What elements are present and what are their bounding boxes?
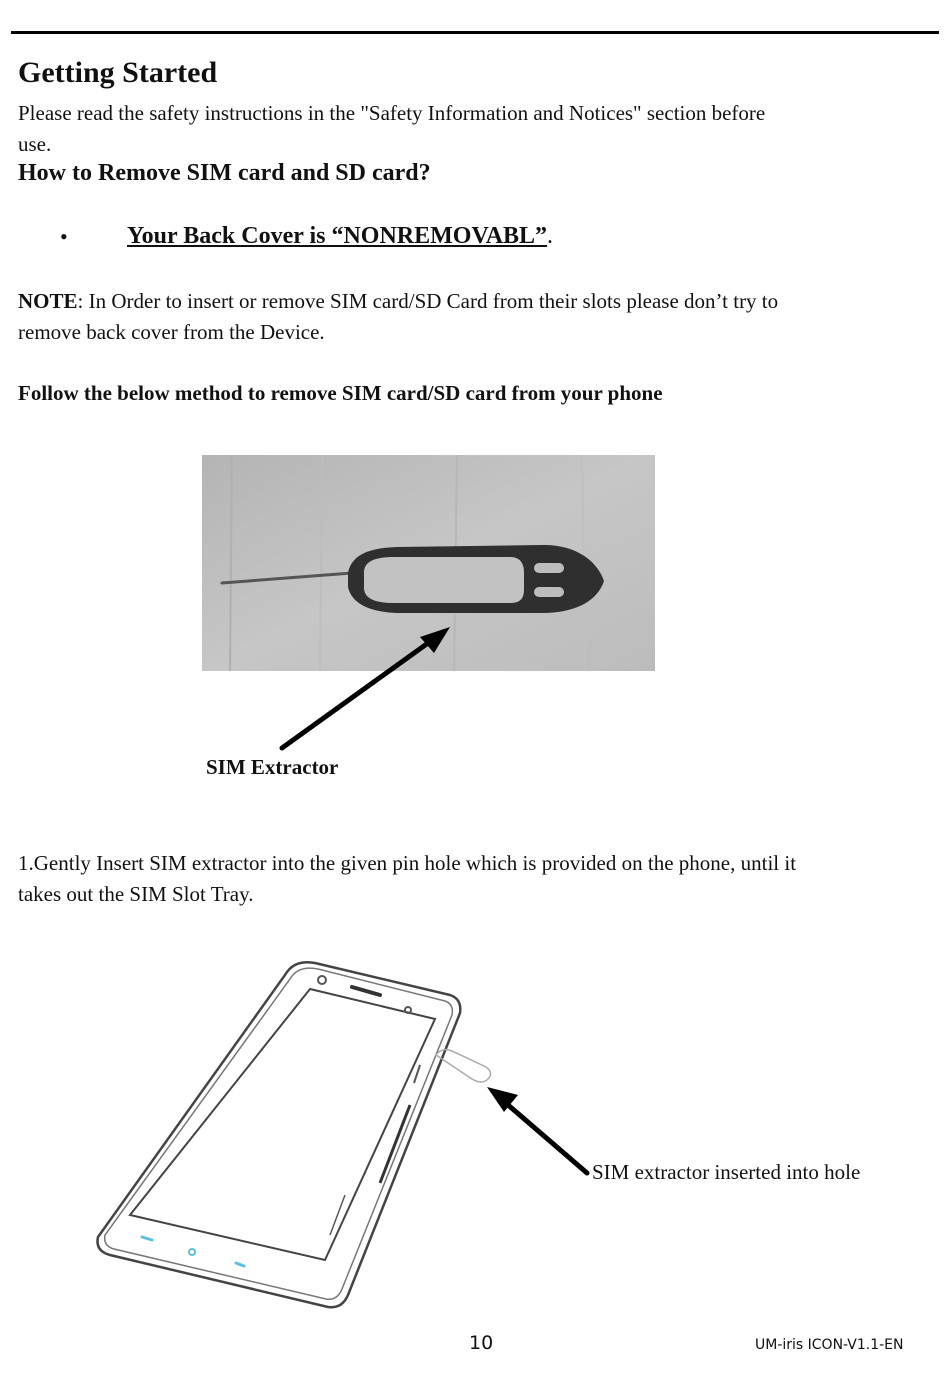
step-1-text [18,848,898,910]
figure-2-label: SIM extractor inserted into hole [592,1160,861,1184]
bullet-punct: . [547,223,554,249]
arrow-2-icon [480,1080,600,1180]
figure-1-label: SIM Extractor [206,755,339,779]
page-heading: Getting Started [18,56,218,89]
intro-text-2: use. [18,132,52,156]
document-id: UM-iris ICON-V1.1-EN [755,1337,904,1353]
intro-text-1: Please read the safety instructions in the "Safety Information and Notices" section before [18,101,766,125]
note-label: NOTE [18,289,78,313]
instruction-text: Follow the below method to remove SIM card/SD card from your phone [18,381,663,405]
bullet-item [127,223,553,250]
note-line-2 [18,317,890,348]
step-1-line-1: 1.Gently Insert SIM extractor into the given pin hole which is provided on the phone, until it [18,851,797,875]
bullet-icon: • [60,224,68,249]
page-number: 10 [469,1332,494,1354]
step-1-line-2: takes out the SIM Slot Tray. [18,882,254,906]
arrow-1-icon [270,620,460,760]
bullet-text: Your Back Cover is “NONREMOVABL” [127,223,548,249]
intro-line-2 [18,129,890,160]
section-subheading: How to Remove SIM card and SD card? [18,160,431,186]
note-text: : In Order to insert or remove SIM card/SD Card from their slots please don’t try to [77,289,779,313]
note-text-2: remove back cover from the Device. [18,320,325,344]
note-line-1 [18,286,890,317]
intro-line-1 [18,98,890,129]
top-rule [11,31,939,34]
phone-illustration [90,955,510,1315]
